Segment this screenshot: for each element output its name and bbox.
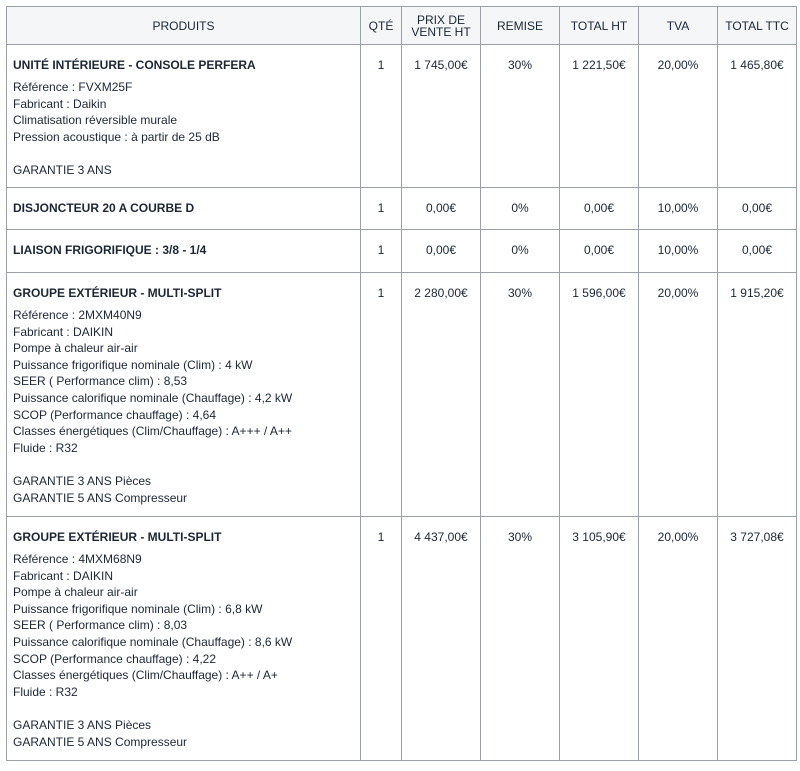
header-prix-vente-ht [402, 7, 481, 45]
remise-cell: 30% [481, 45, 560, 188]
product-detail-line: Pression acoustique : à partir de 25 dB [13, 129, 220, 144]
product-cell [7, 188, 361, 230]
total-ttc-cell: 1 465,80€ [718, 45, 797, 188]
product-detail-line: Climatisation réversible murale [13, 113, 178, 128]
qty-cell: 1 [361, 230, 402, 273]
product-garantie: GARANTIE 5 ANS Compresseur [13, 734, 188, 749]
prix-vente-ht-cell: 0,00€ [402, 230, 481, 273]
product-detail-line: Fabricant : DAIKIN [13, 568, 114, 583]
product-garantie: GARANTIE 3 ANS [13, 162, 112, 177]
product-detail-line: Fluide : R32 [13, 440, 78, 455]
prix-vente-ht-cell: 4 437,00€ [402, 517, 481, 761]
product-name: UNITÉ INTÉRIEURE - CONSOLE PERFERA [13, 58, 256, 72]
product-name: GROUPE EXTÉRIEUR - MULTI-SPLIT [13, 530, 222, 544]
total-ht-cell: 1 221,50€ [560, 45, 639, 188]
product-detail-line: Puissance calorifique nominale (Chauffage) : 8,6 kW [13, 634, 293, 649]
product-cell [7, 45, 361, 188]
remise-cell: 30% [481, 273, 560, 517]
product-details [13, 307, 356, 456]
product-detail-line: Puissance calorifique nominale (Chauffage) : 4,2 kW [13, 390, 293, 405]
total-ht-cell: 3 105,90€ [560, 517, 639, 761]
remise-cell: 30% [481, 517, 560, 761]
product-detail-line: SEER ( Performance clim) : 8,03 [13, 618, 188, 633]
tva-cell: 20,00% [639, 45, 718, 188]
product-detail-line: SCOP (Performance chauffage) : 4,22 [13, 651, 216, 666]
product-detail-line: Classes énergétiques (Clim/Chauffage) : A++ / A+ [13, 668, 278, 683]
product-details [13, 79, 356, 145]
tva-cell: 20,00% [639, 273, 718, 517]
prix-vente-ht-cell: 2 280,00€ [402, 273, 481, 517]
product-detail-line: SEER ( Performance clim) : 8,53 [13, 374, 188, 389]
prix-vente-ht-cell: 0,00€ [402, 188, 481, 230]
product-details [13, 551, 356, 700]
product-detail-line: Fluide : R32 [13, 684, 78, 699]
qty-cell: 1 [361, 273, 402, 517]
product-garantie: GARANTIE 3 ANS Pièces [13, 473, 152, 488]
remise-cell: 0% [481, 188, 560, 230]
product-detail-line: Référence : 2MXM40N9 [13, 308, 142, 322]
quote-table [6, 6, 797, 761]
prix-vente-ht-cell: 1 745,00€ [402, 45, 481, 188]
qty-cell: 1 [361, 517, 402, 761]
product-garantie: GARANTIE 5 ANS Compresseur [13, 490, 188, 505]
product-garantie: GARANTIE 3 ANS Pièces [13, 717, 152, 732]
table-row [7, 273, 797, 517]
product-cell [7, 230, 361, 273]
product-detail-line: Pompe à chaleur air-air [13, 585, 138, 600]
header-produits: PRODUITS [7, 7, 361, 45]
product-detail-line: SCOP (Performance chauffage) : 4,64 [13, 407, 216, 422]
header-tva: TVA [639, 7, 718, 45]
header-row [7, 7, 797, 45]
product-detail-line: Fabricant : Daikin [13, 96, 107, 111]
product-detail-line: Puissance frigorifique nominale (Clim) : 6,8 kW [13, 601, 263, 616]
total-ttc-cell: 0,00€ [718, 188, 797, 230]
table-row [7, 188, 797, 230]
qty-cell: 1 [361, 188, 402, 230]
product-name: LIAISON FRIGORIFIQUE : 3/8 - 1/4 [13, 243, 207, 257]
total-ttc-cell: 1 915,20€ [718, 273, 797, 517]
product-detail-line: Pompe à chaleur air-air [13, 341, 138, 356]
product-detail-line: Référence : 4MXM68N9 [13, 552, 142, 566]
header-remise: REMISE [481, 7, 560, 45]
table-row [7, 230, 797, 273]
product-cell [7, 273, 361, 517]
remise-cell: 0% [481, 230, 560, 273]
product-detail-line: Fabricant : DAIKIN [13, 324, 114, 339]
header-total-ht: TOTAL HT [560, 7, 639, 45]
header-prix-line2: VENTE HT [411, 24, 471, 39]
total-ht-cell: 0,00€ [560, 230, 639, 273]
table-row [7, 517, 797, 761]
qty-cell: 1 [361, 45, 402, 188]
product-name: DISJONCTEUR 20 A COURBE D [13, 201, 195, 215]
total-ht-cell: 0,00€ [560, 188, 639, 230]
product-detail-line: Classes énergétiques (Clim/Chauffage) : A+++ / A++ [13, 424, 292, 439]
product-detail-line: Puissance frigorifique nominale (Clim) : 4 kW [13, 357, 253, 372]
tva-cell: 10,00% [639, 188, 718, 230]
table-row [7, 45, 797, 188]
product-detail-line: Référence : FVXM25F [13, 80, 133, 94]
tva-cell: 20,00% [639, 517, 718, 761]
total-ht-cell: 1 596,00€ [560, 273, 639, 517]
total-ttc-cell: 3 727,08€ [718, 517, 797, 761]
quote-body [7, 45, 797, 761]
header-qte: QTÉ [361, 7, 402, 45]
header-total-ttc: TOTAL TTC [718, 7, 797, 45]
product-cell [7, 517, 361, 761]
total-ttc-cell: 0,00€ [718, 230, 797, 273]
product-name: GROUPE EXTÉRIEUR - MULTI-SPLIT [13, 286, 222, 300]
header-prix-line1: PRIX DE [416, 12, 465, 27]
tva-cell: 10,00% [639, 230, 718, 273]
